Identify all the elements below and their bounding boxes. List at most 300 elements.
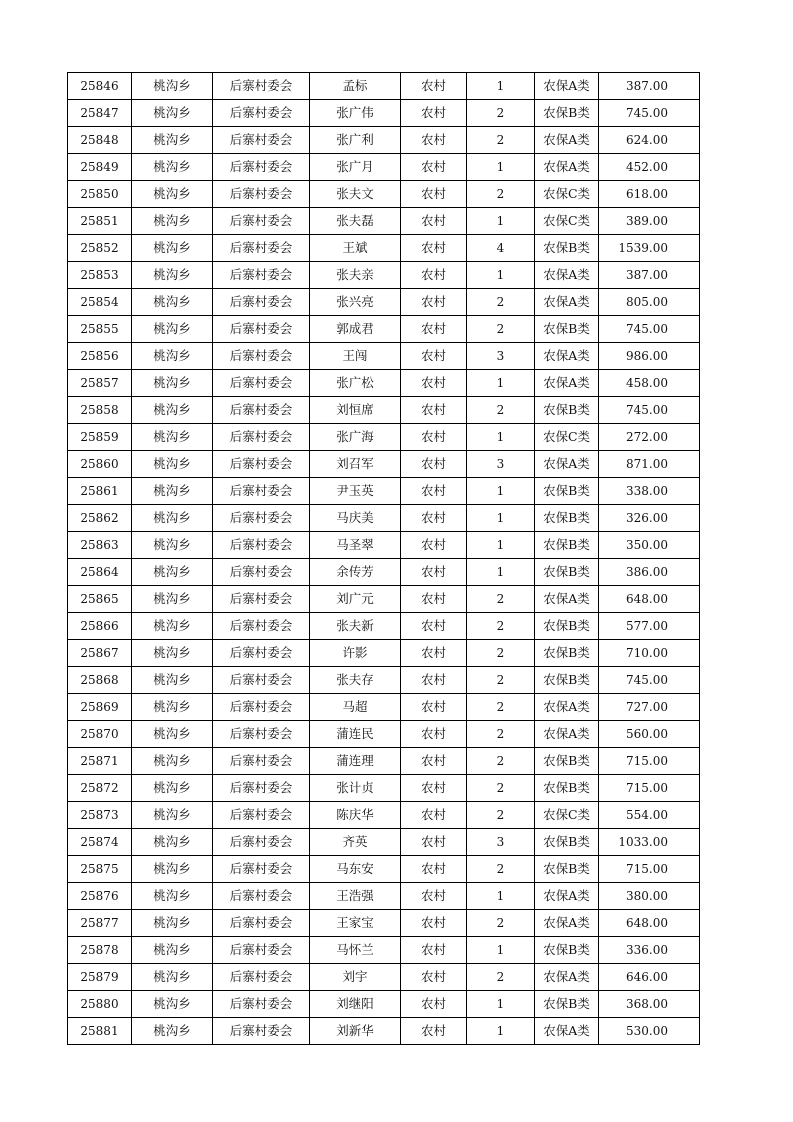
name-cell: 陈庆华 bbox=[310, 802, 401, 829]
household-count-cell: 2 bbox=[467, 127, 535, 154]
table-row bbox=[68, 856, 700, 883]
insurance-category-cell: 农保C类 bbox=[535, 424, 599, 451]
table-row bbox=[68, 451, 700, 478]
insurance-category-cell: 农保B类 bbox=[535, 829, 599, 856]
name-cell: 许影 bbox=[310, 640, 401, 667]
record-id-cell: 25875 bbox=[68, 856, 132, 883]
table-row bbox=[68, 991, 700, 1018]
village-committee-cell: 后寨村委会 bbox=[213, 73, 310, 100]
household-count-cell: 3 bbox=[467, 451, 535, 478]
name-cell: 张广伟 bbox=[310, 100, 401, 127]
area-type-cell: 农村 bbox=[401, 910, 467, 937]
name-cell: 王闯 bbox=[310, 343, 401, 370]
name-cell: 刘继阳 bbox=[310, 991, 401, 1018]
village-committee-cell: 后寨村委会 bbox=[213, 127, 310, 154]
insurance-category-cell: 农保A类 bbox=[535, 154, 599, 181]
village-committee-cell: 后寨村委会 bbox=[213, 532, 310, 559]
village-committee-cell: 后寨村委会 bbox=[213, 613, 310, 640]
amount-cell: 368.00 bbox=[599, 991, 700, 1018]
table-row bbox=[68, 343, 700, 370]
household-count-cell: 3 bbox=[467, 829, 535, 856]
table-row bbox=[68, 73, 700, 100]
village-committee-cell: 后寨村委会 bbox=[213, 937, 310, 964]
township-cell: 桃沟乡 bbox=[132, 424, 213, 451]
insurance-category-cell: 农保B类 bbox=[535, 235, 599, 262]
insurance-category-cell: 农保A类 bbox=[535, 694, 599, 721]
table-row bbox=[68, 829, 700, 856]
township-cell: 桃沟乡 bbox=[132, 262, 213, 289]
table-row bbox=[68, 883, 700, 910]
village-committee-cell: 后寨村委会 bbox=[213, 748, 310, 775]
amount-cell: 387.00 bbox=[599, 73, 700, 100]
amount-cell: 530.00 bbox=[599, 1018, 700, 1045]
amount-cell: 745.00 bbox=[599, 667, 700, 694]
village-committee-cell: 后寨村委会 bbox=[213, 802, 310, 829]
village-committee-cell: 后寨村委会 bbox=[213, 100, 310, 127]
record-id-cell: 25858 bbox=[68, 397, 132, 424]
record-id-cell: 25859 bbox=[68, 424, 132, 451]
record-id-cell: 25852 bbox=[68, 235, 132, 262]
amount-cell: 338.00 bbox=[599, 478, 700, 505]
household-count-cell: 2 bbox=[467, 316, 535, 343]
amount-cell: 871.00 bbox=[599, 451, 700, 478]
amount-cell: 715.00 bbox=[599, 775, 700, 802]
insurance-category-cell: 农保A类 bbox=[535, 721, 599, 748]
area-type-cell: 农村 bbox=[401, 208, 467, 235]
table-row bbox=[68, 748, 700, 775]
household-count-cell: 2 bbox=[467, 613, 535, 640]
area-type-cell: 农村 bbox=[401, 532, 467, 559]
name-cell: 刘恒席 bbox=[310, 397, 401, 424]
record-id-cell: 25876 bbox=[68, 883, 132, 910]
insurance-category-cell: 农保B类 bbox=[535, 478, 599, 505]
area-type-cell: 农村 bbox=[401, 235, 467, 262]
amount-cell: 554.00 bbox=[599, 802, 700, 829]
name-cell: 张夫文 bbox=[310, 181, 401, 208]
insurance-category-cell: 农保B类 bbox=[535, 397, 599, 424]
table-row bbox=[68, 505, 700, 532]
township-cell: 桃沟乡 bbox=[132, 964, 213, 991]
village-committee-cell: 后寨村委会 bbox=[213, 397, 310, 424]
amount-cell: 710.00 bbox=[599, 640, 700, 667]
village-committee-cell: 后寨村委会 bbox=[213, 478, 310, 505]
area-type-cell: 农村 bbox=[401, 451, 467, 478]
area-type-cell: 农村 bbox=[401, 289, 467, 316]
amount-cell: 326.00 bbox=[599, 505, 700, 532]
township-cell: 桃沟乡 bbox=[132, 640, 213, 667]
township-cell: 桃沟乡 bbox=[132, 451, 213, 478]
household-count-cell: 2 bbox=[467, 721, 535, 748]
area-type-cell: 农村 bbox=[401, 424, 467, 451]
household-count-cell: 4 bbox=[467, 235, 535, 262]
household-count-cell: 1 bbox=[467, 208, 535, 235]
township-cell: 桃沟乡 bbox=[132, 505, 213, 532]
name-cell: 马怀兰 bbox=[310, 937, 401, 964]
village-committee-cell: 后寨村委会 bbox=[213, 451, 310, 478]
township-cell: 桃沟乡 bbox=[132, 667, 213, 694]
table-row bbox=[68, 559, 700, 586]
household-count-cell: 2 bbox=[467, 775, 535, 802]
area-type-cell: 农村 bbox=[401, 667, 467, 694]
township-cell: 桃沟乡 bbox=[132, 1018, 213, 1045]
area-type-cell: 农村 bbox=[401, 586, 467, 613]
record-id-cell: 25853 bbox=[68, 262, 132, 289]
household-count-cell: 2 bbox=[467, 667, 535, 694]
table-row bbox=[68, 613, 700, 640]
amount-cell: 380.00 bbox=[599, 883, 700, 910]
amount-cell: 389.00 bbox=[599, 208, 700, 235]
table-row bbox=[68, 370, 700, 397]
household-count-cell: 2 bbox=[467, 100, 535, 127]
insurance-category-cell: 农保B类 bbox=[535, 100, 599, 127]
record-id-cell: 25854 bbox=[68, 289, 132, 316]
insurance-category-cell: 农保A类 bbox=[535, 883, 599, 910]
table-row bbox=[68, 127, 700, 154]
insurance-category-cell: 农保A类 bbox=[535, 343, 599, 370]
name-cell: 蒲连民 bbox=[310, 721, 401, 748]
record-id-cell: 25867 bbox=[68, 640, 132, 667]
insurance-category-cell: 农保B类 bbox=[535, 748, 599, 775]
village-committee-cell: 后寨村委会 bbox=[213, 154, 310, 181]
insurance-category-cell: 农保B类 bbox=[535, 775, 599, 802]
amount-cell: 272.00 bbox=[599, 424, 700, 451]
household-count-cell: 1 bbox=[467, 262, 535, 289]
township-cell: 桃沟乡 bbox=[132, 127, 213, 154]
record-id-cell: 25855 bbox=[68, 316, 132, 343]
table-row bbox=[68, 1018, 700, 1045]
record-id-cell: 25877 bbox=[68, 910, 132, 937]
village-committee-cell: 后寨村委会 bbox=[213, 694, 310, 721]
name-cell: 张夫新 bbox=[310, 613, 401, 640]
table-row bbox=[68, 181, 700, 208]
name-cell: 王斌 bbox=[310, 235, 401, 262]
household-count-cell: 1 bbox=[467, 424, 535, 451]
township-cell: 桃沟乡 bbox=[132, 478, 213, 505]
area-type-cell: 农村 bbox=[401, 154, 467, 181]
household-count-cell: 2 bbox=[467, 964, 535, 991]
household-count-cell: 2 bbox=[467, 289, 535, 316]
area-type-cell: 农村 bbox=[401, 883, 467, 910]
area-type-cell: 农村 bbox=[401, 181, 467, 208]
name-cell: 刘召军 bbox=[310, 451, 401, 478]
household-count-cell: 1 bbox=[467, 73, 535, 100]
household-count-cell: 2 bbox=[467, 856, 535, 883]
area-type-cell: 农村 bbox=[401, 694, 467, 721]
village-committee-cell: 后寨村委会 bbox=[213, 262, 310, 289]
name-cell: 王浩强 bbox=[310, 883, 401, 910]
name-cell: 刘广元 bbox=[310, 586, 401, 613]
area-type-cell: 农村 bbox=[401, 559, 467, 586]
township-cell: 桃沟乡 bbox=[132, 289, 213, 316]
name-cell: 马庆美 bbox=[310, 505, 401, 532]
township-cell: 桃沟乡 bbox=[132, 181, 213, 208]
insurance-category-cell: 农保C类 bbox=[535, 208, 599, 235]
amount-cell: 387.00 bbox=[599, 262, 700, 289]
record-id-cell: 25878 bbox=[68, 937, 132, 964]
village-committee-cell: 后寨村委会 bbox=[213, 721, 310, 748]
insurance-category-cell: 农保B类 bbox=[535, 613, 599, 640]
township-cell: 桃沟乡 bbox=[132, 154, 213, 181]
household-count-cell: 2 bbox=[467, 802, 535, 829]
township-cell: 桃沟乡 bbox=[132, 370, 213, 397]
household-count-cell: 1 bbox=[467, 1018, 535, 1045]
township-cell: 桃沟乡 bbox=[132, 883, 213, 910]
table-row bbox=[68, 937, 700, 964]
area-type-cell: 农村 bbox=[401, 991, 467, 1018]
area-type-cell: 农村 bbox=[401, 829, 467, 856]
area-type-cell: 农村 bbox=[401, 775, 467, 802]
amount-cell: 386.00 bbox=[599, 559, 700, 586]
name-cell: 张兴亮 bbox=[310, 289, 401, 316]
village-committee-cell: 后寨村委会 bbox=[213, 505, 310, 532]
amount-cell: 1033.00 bbox=[599, 829, 700, 856]
amount-cell: 577.00 bbox=[599, 613, 700, 640]
household-count-cell: 1 bbox=[467, 154, 535, 181]
village-committee-cell: 后寨村委会 bbox=[213, 586, 310, 613]
table-row bbox=[68, 910, 700, 937]
amount-cell: 646.00 bbox=[599, 964, 700, 991]
amount-cell: 805.00 bbox=[599, 289, 700, 316]
table-row bbox=[68, 586, 700, 613]
amount-cell: 715.00 bbox=[599, 748, 700, 775]
insurance-category-cell: 农保A类 bbox=[535, 262, 599, 289]
village-committee-cell: 后寨村委会 bbox=[213, 181, 310, 208]
table-row bbox=[68, 532, 700, 559]
household-count-cell: 2 bbox=[467, 397, 535, 424]
record-id-cell: 25860 bbox=[68, 451, 132, 478]
township-cell: 桃沟乡 bbox=[132, 100, 213, 127]
household-count-cell: 2 bbox=[467, 748, 535, 775]
township-cell: 桃沟乡 bbox=[132, 937, 213, 964]
amount-cell: 648.00 bbox=[599, 910, 700, 937]
amount-cell: 452.00 bbox=[599, 154, 700, 181]
area-type-cell: 农村 bbox=[401, 721, 467, 748]
township-cell: 桃沟乡 bbox=[132, 775, 213, 802]
amount-cell: 624.00 bbox=[599, 127, 700, 154]
record-id-cell: 25856 bbox=[68, 343, 132, 370]
table-row bbox=[68, 775, 700, 802]
area-type-cell: 农村 bbox=[401, 127, 467, 154]
township-cell: 桃沟乡 bbox=[132, 397, 213, 424]
record-id-cell: 25873 bbox=[68, 802, 132, 829]
table-row bbox=[68, 289, 700, 316]
insurance-category-cell: 农保A类 bbox=[535, 451, 599, 478]
township-cell: 桃沟乡 bbox=[132, 910, 213, 937]
table-row bbox=[68, 694, 700, 721]
record-id-cell: 25848 bbox=[68, 127, 132, 154]
insurance-category-cell: 农保A类 bbox=[535, 127, 599, 154]
area-type-cell: 农村 bbox=[401, 343, 467, 370]
name-cell: 张夫磊 bbox=[310, 208, 401, 235]
area-type-cell: 农村 bbox=[401, 100, 467, 127]
table-row bbox=[68, 100, 700, 127]
name-cell: 张广松 bbox=[310, 370, 401, 397]
household-count-cell: 1 bbox=[467, 937, 535, 964]
record-id-cell: 25864 bbox=[68, 559, 132, 586]
household-count-cell: 1 bbox=[467, 991, 535, 1018]
household-count-cell: 3 bbox=[467, 343, 535, 370]
record-id-cell: 25880 bbox=[68, 991, 132, 1018]
name-cell: 张计贞 bbox=[310, 775, 401, 802]
household-count-cell: 1 bbox=[467, 532, 535, 559]
village-committee-cell: 后寨村委会 bbox=[213, 640, 310, 667]
amount-cell: 986.00 bbox=[599, 343, 700, 370]
village-committee-cell: 后寨村委会 bbox=[213, 370, 310, 397]
record-id-cell: 25874 bbox=[68, 829, 132, 856]
name-cell: 张广利 bbox=[310, 127, 401, 154]
record-id-cell: 25863 bbox=[68, 532, 132, 559]
insurance-category-cell: 农保A类 bbox=[535, 586, 599, 613]
area-type-cell: 农村 bbox=[401, 856, 467, 883]
area-type-cell: 农村 bbox=[401, 262, 467, 289]
insurance-category-cell: 农保B类 bbox=[535, 505, 599, 532]
village-committee-cell: 后寨村委会 bbox=[213, 964, 310, 991]
township-cell: 桃沟乡 bbox=[132, 73, 213, 100]
record-id-cell: 25868 bbox=[68, 667, 132, 694]
table-row bbox=[68, 154, 700, 181]
table-row bbox=[68, 424, 700, 451]
insurance-category-cell: 农保C类 bbox=[535, 802, 599, 829]
record-id-cell: 25861 bbox=[68, 478, 132, 505]
insurance-category-cell: 农保B类 bbox=[535, 532, 599, 559]
amount-cell: 745.00 bbox=[599, 316, 700, 343]
amount-cell: 745.00 bbox=[599, 100, 700, 127]
village-committee-cell: 后寨村委会 bbox=[213, 208, 310, 235]
record-id-cell: 25849 bbox=[68, 154, 132, 181]
name-cell: 马圣翠 bbox=[310, 532, 401, 559]
record-id-cell: 25879 bbox=[68, 964, 132, 991]
village-committee-cell: 后寨村委会 bbox=[213, 316, 310, 343]
record-id-cell: 25847 bbox=[68, 100, 132, 127]
name-cell: 马超 bbox=[310, 694, 401, 721]
township-cell: 桃沟乡 bbox=[132, 991, 213, 1018]
township-cell: 桃沟乡 bbox=[132, 559, 213, 586]
area-type-cell: 农村 bbox=[401, 316, 467, 343]
household-count-cell: 1 bbox=[467, 883, 535, 910]
record-id-cell: 25851 bbox=[68, 208, 132, 235]
village-committee-cell: 后寨村委会 bbox=[213, 856, 310, 883]
record-id-cell: 25850 bbox=[68, 181, 132, 208]
name-cell: 张广海 bbox=[310, 424, 401, 451]
township-cell: 桃沟乡 bbox=[132, 532, 213, 559]
insurance-category-cell: 农保B类 bbox=[535, 667, 599, 694]
village-committee-cell: 后寨村委会 bbox=[213, 424, 310, 451]
insurance-category-cell: 农保B类 bbox=[535, 640, 599, 667]
village-committee-cell: 后寨村委会 bbox=[213, 235, 310, 262]
area-type-cell: 农村 bbox=[401, 370, 467, 397]
insurance-category-cell: 农保A类 bbox=[535, 289, 599, 316]
insurance-category-cell: 农保A类 bbox=[535, 964, 599, 991]
table-row bbox=[68, 721, 700, 748]
village-committee-cell: 后寨村委会 bbox=[213, 289, 310, 316]
record-id-cell: 25869 bbox=[68, 694, 132, 721]
township-cell: 桃沟乡 bbox=[132, 586, 213, 613]
table-row bbox=[68, 208, 700, 235]
household-count-cell: 2 bbox=[467, 586, 535, 613]
name-cell: 张广月 bbox=[310, 154, 401, 181]
amount-cell: 745.00 bbox=[599, 397, 700, 424]
township-cell: 桃沟乡 bbox=[132, 721, 213, 748]
amount-cell: 458.00 bbox=[599, 370, 700, 397]
name-cell: 郭成君 bbox=[310, 316, 401, 343]
name-cell: 齐英 bbox=[310, 829, 401, 856]
name-cell: 蒲连理 bbox=[310, 748, 401, 775]
village-committee-cell: 后寨村委会 bbox=[213, 883, 310, 910]
township-cell: 桃沟乡 bbox=[132, 829, 213, 856]
record-id-cell: 25865 bbox=[68, 586, 132, 613]
household-count-cell: 2 bbox=[467, 640, 535, 667]
table-row bbox=[68, 964, 700, 991]
table-row bbox=[68, 397, 700, 424]
record-id-cell: 25871 bbox=[68, 748, 132, 775]
township-cell: 桃沟乡 bbox=[132, 748, 213, 775]
village-committee-cell: 后寨村委会 bbox=[213, 1018, 310, 1045]
name-cell: 张夫亲 bbox=[310, 262, 401, 289]
name-cell: 刘宇 bbox=[310, 964, 401, 991]
name-cell: 张夫存 bbox=[310, 667, 401, 694]
township-cell: 桃沟乡 bbox=[132, 208, 213, 235]
amount-cell: 727.00 bbox=[599, 694, 700, 721]
household-count-cell: 2 bbox=[467, 181, 535, 208]
insurance-category-cell: 农保B类 bbox=[535, 937, 599, 964]
household-count-cell: 1 bbox=[467, 505, 535, 532]
area-type-cell: 农村 bbox=[401, 964, 467, 991]
village-committee-cell: 后寨村委会 bbox=[213, 910, 310, 937]
data-table bbox=[67, 72, 700, 1045]
amount-cell: 618.00 bbox=[599, 181, 700, 208]
area-type-cell: 农村 bbox=[401, 73, 467, 100]
area-type-cell: 农村 bbox=[401, 397, 467, 424]
record-id-cell: 25872 bbox=[68, 775, 132, 802]
area-type-cell: 农村 bbox=[401, 802, 467, 829]
area-type-cell: 农村 bbox=[401, 613, 467, 640]
table-body bbox=[68, 73, 700, 1045]
township-cell: 桃沟乡 bbox=[132, 613, 213, 640]
insurance-category-cell: 农保A类 bbox=[535, 73, 599, 100]
name-cell: 马东安 bbox=[310, 856, 401, 883]
insurance-category-cell: 农保B类 bbox=[535, 559, 599, 586]
table-row bbox=[68, 478, 700, 505]
area-type-cell: 农村 bbox=[401, 937, 467, 964]
table-row bbox=[68, 235, 700, 262]
village-committee-cell: 后寨村委会 bbox=[213, 829, 310, 856]
village-committee-cell: 后寨村委会 bbox=[213, 775, 310, 802]
area-type-cell: 农村 bbox=[401, 748, 467, 775]
insurance-category-cell: 农保B类 bbox=[535, 991, 599, 1018]
record-id-cell: 25857 bbox=[68, 370, 132, 397]
amount-cell: 648.00 bbox=[599, 586, 700, 613]
household-count-cell: 1 bbox=[467, 559, 535, 586]
village-committee-cell: 后寨村委会 bbox=[213, 667, 310, 694]
insurance-category-cell: 农保A类 bbox=[535, 910, 599, 937]
amount-cell: 560.00 bbox=[599, 721, 700, 748]
record-id-cell: 25862 bbox=[68, 505, 132, 532]
area-type-cell: 农村 bbox=[401, 1018, 467, 1045]
household-count-cell: 1 bbox=[467, 370, 535, 397]
insurance-category-cell: 农保A类 bbox=[535, 1018, 599, 1045]
area-type-cell: 农村 bbox=[401, 478, 467, 505]
area-type-cell: 农村 bbox=[401, 640, 467, 667]
village-committee-cell: 后寨村委会 bbox=[213, 559, 310, 586]
name-cell: 王家宝 bbox=[310, 910, 401, 937]
village-committee-cell: 后寨村委会 bbox=[213, 991, 310, 1018]
insurance-category-cell: 农保C类 bbox=[535, 181, 599, 208]
township-cell: 桃沟乡 bbox=[132, 694, 213, 721]
household-count-cell: 1 bbox=[467, 478, 535, 505]
amount-cell: 715.00 bbox=[599, 856, 700, 883]
insurance-category-cell: 农保A类 bbox=[535, 370, 599, 397]
township-cell: 桃沟乡 bbox=[132, 343, 213, 370]
